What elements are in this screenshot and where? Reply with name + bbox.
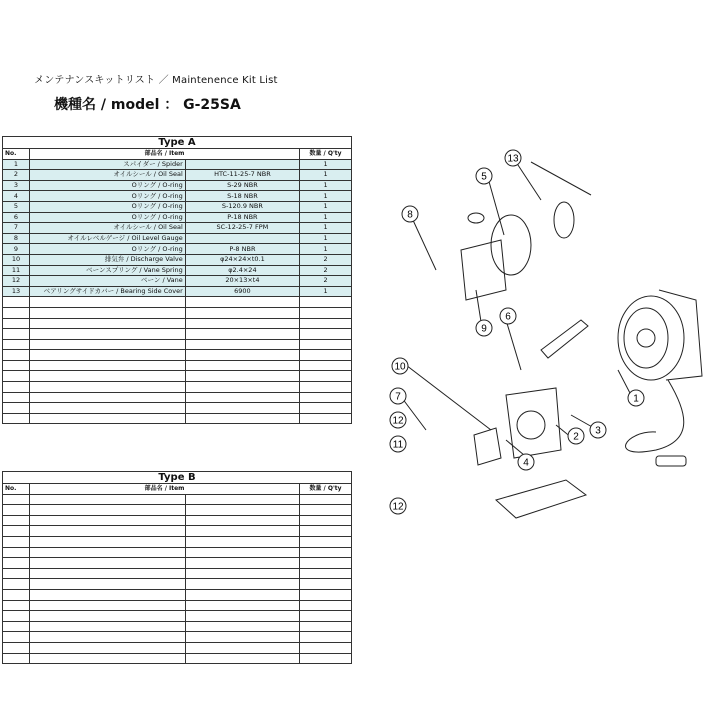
row-no: 6	[3, 212, 30, 223]
empty-cell	[3, 621, 30, 632]
empty-cell	[185, 339, 299, 350]
empty-cell	[185, 371, 299, 382]
empty-cell	[3, 653, 30, 664]
empty-cell	[185, 318, 299, 329]
empty-cell	[300, 642, 352, 653]
empty-table-row	[3, 558, 352, 569]
empty-cell	[3, 558, 30, 569]
empty-cell	[3, 339, 30, 350]
empty-cell	[30, 329, 186, 340]
row-no: 7	[3, 223, 30, 234]
empty-table-row	[3, 579, 352, 590]
row-spec: P-8 NBR	[185, 244, 299, 255]
empty-table-row	[3, 536, 352, 547]
empty-cell	[185, 515, 299, 526]
empty-cell	[30, 413, 186, 424]
empty-cell	[3, 526, 30, 537]
empty-cell	[30, 632, 186, 643]
row-no: 11	[3, 265, 30, 276]
row-part-name: オイルシール / Oil Seal	[30, 170, 186, 181]
row-part-name: オイルシール / Oil Seal	[30, 223, 186, 234]
empty-cell	[300, 318, 352, 329]
empty-cell	[300, 505, 352, 516]
leader-13	[516, 162, 591, 200]
empty-cell	[185, 536, 299, 547]
row-no: 2	[3, 170, 30, 181]
callout-group	[390, 150, 644, 514]
empty-cell	[300, 653, 352, 664]
empty-cell	[300, 371, 352, 382]
empty-table-row	[3, 350, 352, 361]
empty-table-row	[3, 413, 352, 424]
row-qty: 1	[300, 286, 352, 297]
callout-number: 6	[505, 311, 511, 323]
row-spec: φ2.4×24	[185, 265, 299, 276]
table-row	[3, 223, 352, 234]
row-spec: φ24×24×t0.1	[185, 254, 299, 265]
empty-cell	[185, 350, 299, 361]
empty-cell	[185, 621, 299, 632]
table-row	[3, 170, 352, 181]
row-part-name: Oリング / O-ring	[30, 244, 186, 255]
row-part-name: オイルレベルゲージ / Oil Level Gauge	[30, 233, 186, 244]
empty-cell	[185, 403, 299, 414]
empty-cell	[3, 515, 30, 526]
empty-cell	[300, 350, 352, 361]
empty-cell	[300, 632, 352, 643]
col-qty-header: 数量 / Q'ty	[300, 149, 352, 160]
empty-cell	[3, 329, 30, 340]
empty-table-row	[3, 611, 352, 622]
empty-table-row	[3, 403, 352, 414]
base-plate	[496, 480, 586, 518]
handle	[541, 320, 588, 358]
row-qty: 2	[300, 265, 352, 276]
table-row	[3, 265, 352, 276]
table-row	[3, 212, 352, 223]
empty-table-row	[3, 653, 352, 664]
empty-cell	[30, 600, 186, 611]
empty-cell	[300, 515, 352, 526]
empty-cell	[300, 579, 352, 590]
empty-cell	[300, 558, 352, 569]
maintenance-table-type-a	[2, 136, 352, 424]
callout-number: 12	[392, 501, 404, 513]
empty-table-row	[3, 318, 352, 329]
empty-table-row	[3, 339, 352, 350]
empty-table-row	[3, 505, 352, 516]
empty-cell	[30, 403, 186, 414]
empty-cell	[30, 371, 186, 382]
row-no: 10	[3, 254, 30, 265]
col-qty-header: 数量 / Q'ty	[300, 484, 352, 495]
empty-cell	[30, 360, 186, 371]
empty-cell	[300, 611, 352, 622]
row-no: 4	[3, 191, 30, 202]
empty-cell	[30, 536, 186, 547]
empty-cell	[3, 297, 30, 308]
empty-cell	[3, 360, 30, 371]
table-row	[3, 286, 352, 297]
row-part-name: Oリング / O-ring	[30, 201, 186, 212]
empty-cell	[3, 600, 30, 611]
empty-table-row	[3, 494, 352, 505]
row-spec: SC-12-25-7 FPM	[185, 223, 299, 234]
empty-table-row	[3, 392, 352, 403]
empty-cell	[300, 600, 352, 611]
model-label: 機種名 / model ： G-25SA	[54, 97, 241, 113]
row-spec: S-18 NBR	[185, 191, 299, 202]
row-no: 12	[3, 276, 30, 287]
empty-table-row	[3, 371, 352, 382]
leader-6	[506, 320, 521, 370]
empty-table-row	[3, 329, 352, 340]
empty-cell	[30, 350, 186, 361]
empty-cell	[185, 329, 299, 340]
empty-cell	[300, 536, 352, 547]
callout-number: 1	[633, 393, 639, 405]
callout-number: 2	[573, 431, 579, 443]
table-row	[3, 180, 352, 191]
empty-cell	[300, 329, 352, 340]
empty-cell	[3, 318, 30, 329]
table-b-title: Type B	[3, 472, 352, 484]
table-row	[3, 233, 352, 244]
table-row	[3, 254, 352, 265]
row-no: 13	[3, 286, 30, 297]
empty-table-row	[3, 568, 352, 579]
empty-cell	[300, 568, 352, 579]
empty-cell	[30, 589, 186, 600]
empty-table-row	[3, 307, 352, 318]
empty-cell	[30, 568, 186, 579]
empty-cell	[3, 350, 30, 361]
row-qty: 2	[300, 254, 352, 265]
empty-cell	[30, 653, 186, 664]
empty-table-row	[3, 297, 352, 308]
empty-cell	[3, 642, 30, 653]
row-qty: 1	[300, 170, 352, 181]
empty-cell	[30, 307, 186, 318]
empty-cell	[185, 600, 299, 611]
empty-cell	[185, 589, 299, 600]
row-spec: P-18 NBR	[185, 212, 299, 223]
callout-number: 13	[507, 153, 519, 165]
callout-number: 10	[394, 361, 406, 373]
empty-cell	[185, 547, 299, 558]
col-part-header: 部品名 / Item	[30, 149, 300, 160]
empty-cell	[3, 536, 30, 547]
callout-number: 11	[392, 439, 404, 451]
row-part-name: 排気弁 / Discharge Valve	[30, 254, 186, 265]
empty-cell	[300, 547, 352, 558]
row-qty: 1	[300, 180, 352, 191]
empty-cell	[3, 392, 30, 403]
empty-cell	[300, 403, 352, 414]
empty-cell	[185, 413, 299, 424]
table-row	[3, 159, 352, 170]
row-no: 8	[3, 233, 30, 244]
row-no: 1	[3, 159, 30, 170]
empty-cell	[300, 392, 352, 403]
empty-cell	[185, 360, 299, 371]
empty-cell	[185, 568, 299, 579]
empty-cell	[3, 632, 30, 643]
col-no-header: No.	[3, 149, 30, 160]
empty-cell	[30, 515, 186, 526]
leader-5	[488, 178, 504, 235]
row-part-name: ベーンスプリング / Vane Spring	[30, 265, 186, 276]
col-no-header: No.	[3, 484, 30, 495]
page-title: メンテナンスキットリスト ／ Maintenence Kit List	[34, 75, 278, 86]
empty-cell	[185, 653, 299, 664]
empty-table-row	[3, 360, 352, 371]
empty-cell	[30, 494, 186, 505]
leader-1	[618, 370, 631, 395]
empty-cell	[30, 505, 186, 516]
table-row	[3, 201, 352, 212]
callout-number: 8	[407, 209, 413, 221]
empty-cell	[3, 505, 30, 516]
empty-cell	[300, 382, 352, 393]
row-part-name: Oリング / O-ring	[30, 180, 186, 191]
empty-cell	[30, 318, 186, 329]
row-qty: 1	[300, 191, 352, 202]
empty-cell	[185, 558, 299, 569]
empty-cell	[300, 307, 352, 318]
empty-table-row	[3, 600, 352, 611]
row-qty: 1	[300, 159, 352, 170]
exploded-parts-diagram	[356, 140, 713, 540]
callout-number: 3	[595, 425, 601, 437]
empty-cell	[185, 579, 299, 590]
row-part-name: Oリング / O-ring	[30, 191, 186, 202]
row-spec: S-29 NBR	[185, 180, 299, 191]
empty-table-row	[3, 526, 352, 537]
callout-number: 7	[395, 391, 401, 403]
empty-cell	[3, 611, 30, 622]
empty-cell	[300, 339, 352, 350]
row-qty: 1	[300, 233, 352, 244]
empty-cell	[30, 382, 186, 393]
row-spec	[185, 233, 299, 244]
empty-cell	[30, 547, 186, 558]
row-qty: 2	[300, 276, 352, 287]
empty-cell	[3, 403, 30, 414]
empty-cell	[30, 621, 186, 632]
empty-cell	[185, 297, 299, 308]
side-cover	[554, 202, 574, 238]
callout-number: 5	[481, 171, 487, 183]
empty-cell	[300, 589, 352, 600]
empty-cell	[185, 611, 299, 622]
empty-cell	[30, 611, 186, 622]
leader-10	[402, 362, 491, 430]
empty-table-row	[3, 589, 352, 600]
empty-cell	[185, 307, 299, 318]
row-part-name: ベアリングサイドカバー / Bearing Side Cover	[30, 286, 186, 297]
empty-cell	[3, 579, 30, 590]
leader-7	[402, 398, 426, 430]
empty-table-row	[3, 642, 352, 653]
empty-cell	[185, 494, 299, 505]
row-spec	[185, 159, 299, 170]
empty-cell	[185, 632, 299, 643]
empty-cell	[185, 392, 299, 403]
col-part-header: 部品名 / Item	[30, 484, 300, 495]
plug	[656, 456, 686, 466]
empty-table-row	[3, 547, 352, 558]
empty-cell	[3, 382, 30, 393]
empty-table-row	[3, 621, 352, 632]
row-no: 5	[3, 201, 30, 212]
empty-cell	[300, 526, 352, 537]
empty-cell	[185, 526, 299, 537]
row-qty: 1	[300, 212, 352, 223]
empty-cell	[3, 413, 30, 424]
empty-cell	[3, 307, 30, 318]
leader-8	[412, 218, 436, 270]
row-no: 3	[3, 180, 30, 191]
row-part-name: スパイダー / Spider	[30, 159, 186, 170]
empty-table-row	[3, 382, 352, 393]
empty-table-row	[3, 515, 352, 526]
row-qty: 1	[300, 201, 352, 212]
empty-cell	[3, 568, 30, 579]
maintenance-table-type-b	[2, 471, 352, 664]
empty-cell	[300, 621, 352, 632]
table-row	[3, 244, 352, 255]
empty-cell	[30, 526, 186, 537]
empty-cell	[3, 547, 30, 558]
row-spec: 20×13×t4	[185, 276, 299, 287]
empty-cell	[185, 382, 299, 393]
empty-cell	[185, 642, 299, 653]
table-a-title: Type A	[3, 137, 352, 149]
row-spec: HTC-11-25-7 NBR	[185, 170, 299, 181]
empty-cell	[30, 642, 186, 653]
empty-cell	[30, 339, 186, 350]
row-part-name: Oリング / O-ring	[30, 212, 186, 223]
empty-cell	[300, 413, 352, 424]
row-spec: 6900	[185, 286, 299, 297]
callout-number: 12	[392, 415, 404, 427]
empty-cell	[3, 494, 30, 505]
callout-number: 9	[481, 323, 487, 335]
row-no: 9	[3, 244, 30, 255]
empty-cell	[300, 494, 352, 505]
coupling	[474, 428, 501, 465]
table-row	[3, 276, 352, 287]
empty-cell	[30, 558, 186, 569]
oil-cap	[468, 213, 484, 223]
row-part-name: ベーン / Vane	[30, 276, 186, 287]
empty-cell	[30, 297, 186, 308]
row-qty: 1	[300, 223, 352, 234]
empty-table-row	[3, 632, 352, 643]
table-row	[3, 191, 352, 202]
empty-cell	[300, 297, 352, 308]
empty-cell	[3, 589, 30, 600]
empty-cell	[185, 505, 299, 516]
empty-cell	[300, 360, 352, 371]
empty-cell	[3, 371, 30, 382]
row-spec: S-120.9 NBR	[185, 201, 299, 212]
empty-cell	[30, 392, 186, 403]
callout-number: 4	[523, 457, 529, 469]
row-qty: 1	[300, 244, 352, 255]
empty-cell	[30, 579, 186, 590]
